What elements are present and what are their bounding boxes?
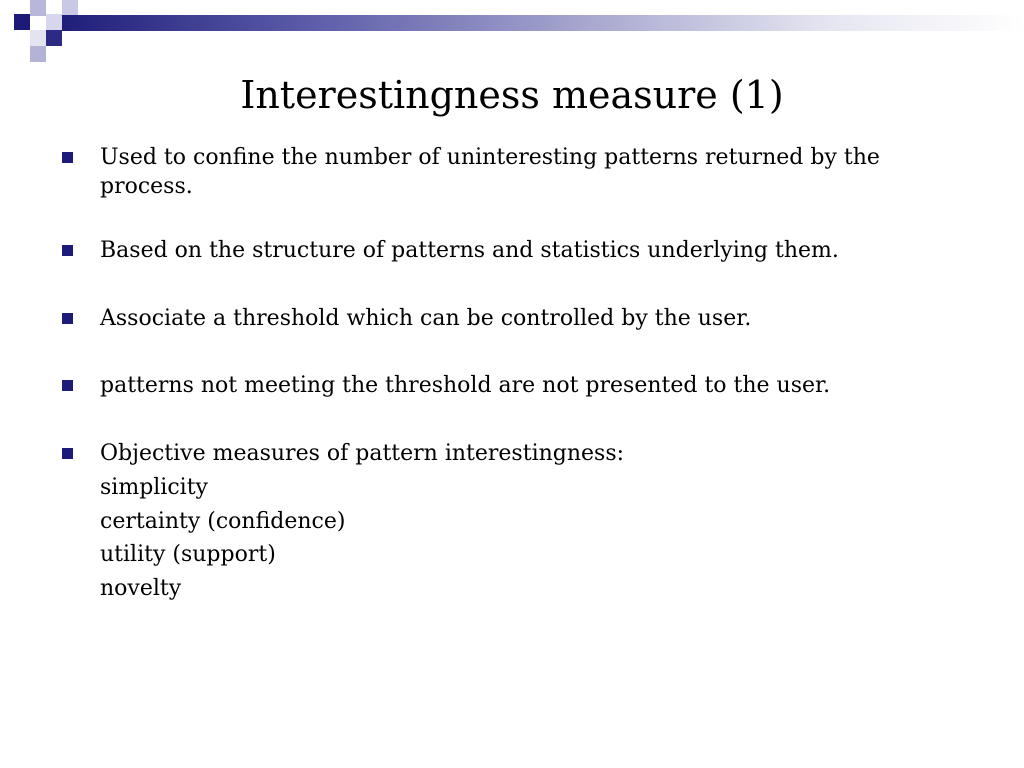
top-gradient-bar [62, 15, 1024, 31]
decoration-square [30, 0, 46, 16]
sub-item-simplicity: simplicity [100, 475, 208, 500]
square-bullet-icon [62, 152, 73, 163]
square-bullet-icon [62, 380, 73, 391]
bullet-text: patterns not meeting the threshold are not presented to the user. [100, 373, 831, 398]
decoration-square [46, 14, 62, 30]
decoration-square [62, 0, 78, 16]
decoration-square [46, 30, 62, 46]
bullet-text: Used to confine the number of uninteresting patterns returned by the process. [100, 145, 880, 199]
square-bullet-icon [62, 448, 73, 459]
square-bullet-icon [62, 313, 73, 324]
sub-item-utility: utility (support) [100, 542, 276, 567]
sub-item-novelty: novelty [100, 576, 182, 601]
slide-title: Interestingness measure (1) [240, 73, 784, 117]
decoration-square [30, 30, 46, 46]
decoration-square [30, 46, 46, 62]
bullet-text: Associate a threshold which can be controlled by the user. [100, 306, 752, 331]
bullet-text: Based on the structure of patterns and statistics underlying them. [100, 238, 839, 263]
decoration-square [14, 14, 30, 30]
bullet-text: Objective measures of pattern interestingness: [100, 441, 625, 466]
square-bullet-icon [62, 245, 73, 256]
sub-item-certainty: certainty (confidence) [100, 509, 346, 534]
